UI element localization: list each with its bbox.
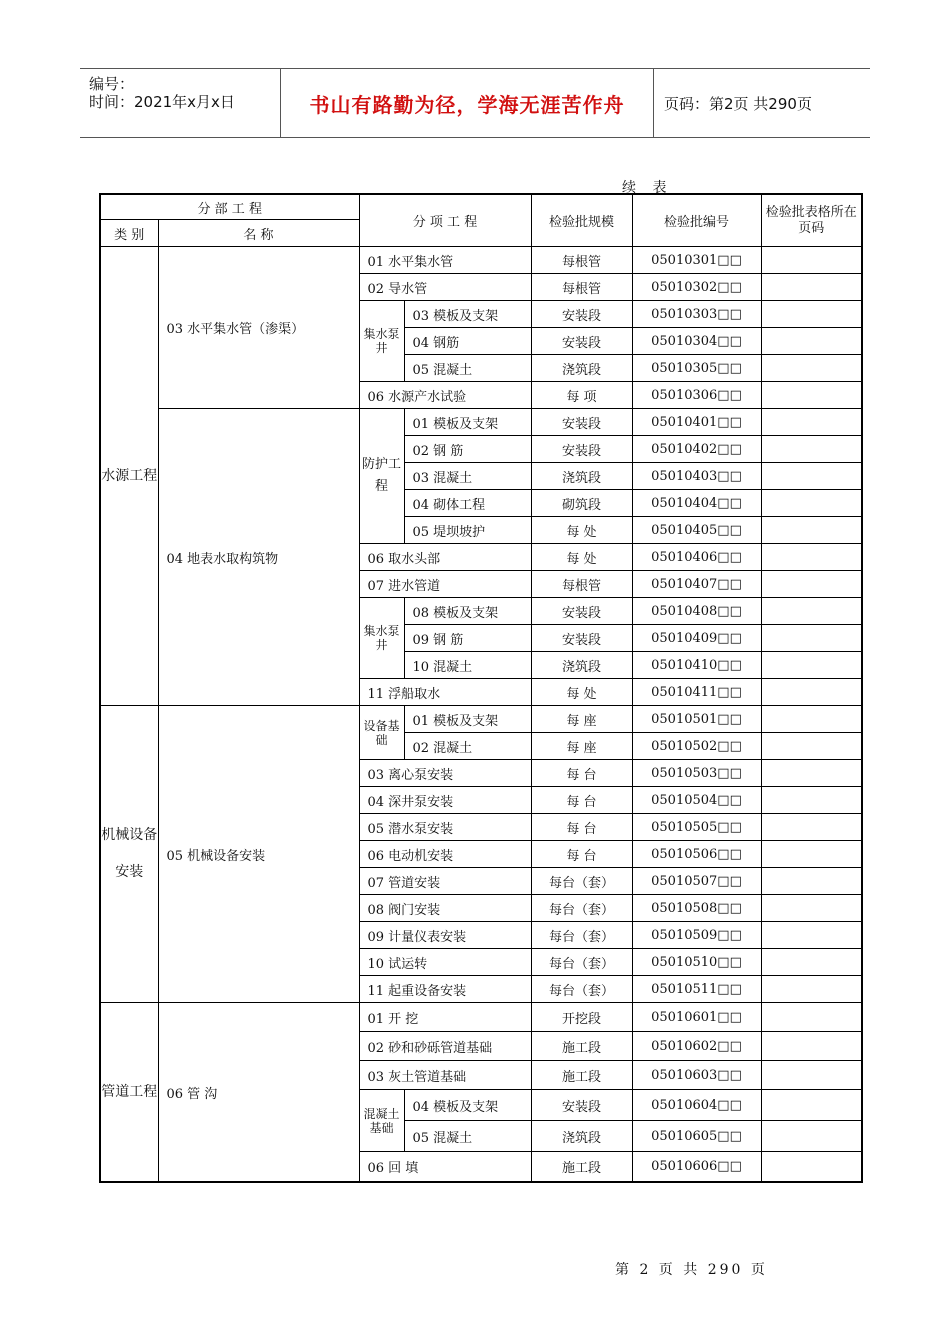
code-cell: 05010509□□ [632,922,761,949]
group-cell: 混凝土基础 [359,1090,404,1152]
code-cell: 05010407□□ [632,571,761,598]
code-cell: 05010510□□ [632,949,761,976]
number-label: 编号： [89,75,135,93]
page-cell [761,490,862,517]
scale-cell: 每根管 [531,571,632,598]
code-cell: 05010602□□ [632,1032,761,1061]
page-cell [761,571,862,598]
code-cell: 05010604□□ [632,1090,761,1121]
header-division: 分 部 工 程 [100,194,359,220]
subitem-cell: 01 模板及支架 [404,706,531,733]
division-cell: 04 地表水取构筑物 [158,409,359,706]
subitem-cell: 06 回 填 [359,1152,531,1183]
scale-cell: 每 台 [531,760,632,787]
page-cell [761,355,862,382]
scale-cell: 每台（套） [531,976,632,1003]
page-cell [761,1090,862,1121]
scale-cell: 每根管 [531,247,632,274]
subitem-cell: 04 钢筋 [404,328,531,355]
subitem-cell: 08 模板及支架 [404,598,531,625]
subitem-cell: 06 取水头部 [359,544,531,571]
subitem-cell: 09 钢 筋 [404,625,531,652]
subitem-cell: 01 模板及支架 [404,409,531,436]
division-cell: 05 机械设备安装 [158,706,359,1003]
page-cell [761,1003,862,1032]
page-cell [761,463,862,490]
page-cell [761,517,862,544]
code-cell: 05010303□□ [632,301,761,328]
page-cell [761,1032,862,1061]
category-cell: 管道工程 [100,1003,158,1183]
subitem-cell: 02 混凝土 [404,733,531,760]
subitem-cell: 05 堤坝坡护 [404,517,531,544]
division-cell: 06 管 沟 [158,1003,359,1183]
scale-cell: 每 项 [531,382,632,409]
code-cell: 05010504□□ [632,787,761,814]
subitem-cell: 05 混凝土 [404,355,531,382]
subitem-cell: 11 起重设备安装 [359,976,531,1003]
scale-cell: 每 处 [531,517,632,544]
header-scale: 检验批规模 [531,194,632,247]
page-cell [761,436,862,463]
page-number: 第 2 页 共 290 页 [615,1262,768,1278]
subitem-cell: 04 砌体工程 [404,490,531,517]
code-cell: 05010406□□ [632,544,761,571]
scale-cell: 安装段 [531,409,632,436]
category-cell: 水源工程 [100,247,158,706]
scale-cell: 浇筑段 [531,355,632,382]
page-header [80,68,870,138]
page-cell [761,301,862,328]
page-cell [761,247,862,274]
header-subitem: 分 项 工 程 [359,194,531,247]
subitem-cell: 03 模板及支架 [404,301,531,328]
subitem-cell: 05 潜水泵安装 [359,814,531,841]
scale-cell: 每台（套） [531,895,632,922]
header-number: 检验批编号 [632,194,761,247]
subitem-cell: 11 浮船取水 [359,679,531,706]
table-row [100,706,862,733]
page-cell [761,760,862,787]
motto: 书山有路勤为径，学海无涯苦作舟 [281,69,654,137]
table-row [100,247,862,274]
page-cell [761,625,862,652]
header-meta [80,69,281,137]
subitem-cell: 06 电动机安装 [359,841,531,868]
page-cell [761,679,862,706]
subitem-cell: 07 管道安装 [359,868,531,895]
scale-cell: 安装段 [531,625,632,652]
scale-cell: 砌筑段 [531,490,632,517]
subitem-cell: 06 水源产水试验 [359,382,531,409]
scale-cell: 每 处 [531,679,632,706]
scale-cell: 每 座 [531,733,632,760]
header-page: 检验批表格所在页码 [761,194,862,247]
code-cell: 05010506□□ [632,841,761,868]
page-cell [761,787,862,814]
page-cell [761,409,862,436]
group-cell: 集水泵井 [359,598,404,679]
page-cell [761,814,862,841]
subitem-cell: 03 混凝土 [404,463,531,490]
code-cell: 05010503□□ [632,760,761,787]
scale-cell: 浇筑段 [531,1121,632,1152]
scale-cell: 安装段 [531,436,632,463]
code-cell: 05010306□□ [632,382,761,409]
scale-cell: 每 座 [531,706,632,733]
scale-cell: 安装段 [531,1090,632,1121]
code-cell: 05010501□□ [632,706,761,733]
subitem-cell: 03 灰土管道基础 [359,1061,531,1090]
inspection-table [99,193,863,1183]
code-cell: 05010403□□ [632,463,761,490]
subitem-cell: 01 水平集水管 [359,247,531,274]
scale-cell: 每根管 [531,274,632,301]
subitem-cell: 02 钢 筋 [404,436,531,463]
code-cell: 05010502□□ [632,733,761,760]
scale-cell: 每台（套） [531,922,632,949]
code-cell: 05010511□□ [632,976,761,1003]
subitem-cell: 08 阀门安装 [359,895,531,922]
group-cell: 设备基础 [359,706,404,760]
group-cell: 防护工程 [359,409,404,544]
code-cell: 05010508□□ [632,895,761,922]
scale-cell: 施工段 [531,1152,632,1183]
code-cell: 05010606□□ [632,1152,761,1183]
scale-cell: 每台（套） [531,949,632,976]
scale-cell: 施工段 [531,1032,632,1061]
table-row [100,409,862,436]
continued-label: 续 表 [622,180,673,196]
subitem-cell: 02 砂和砂砾管道基础 [359,1032,531,1061]
page-cell [761,1121,862,1152]
scale-cell: 施工段 [531,1061,632,1090]
page-cell [761,922,862,949]
code-cell: 05010404□□ [632,490,761,517]
subitem-cell: 05 混凝土 [404,1121,531,1152]
code-cell: 05010402□□ [632,436,761,463]
header-category: 类 别 [100,220,158,247]
page-cell [761,382,862,409]
subitem-cell: 04 深井泵安装 [359,787,531,814]
code-cell: 05010507□□ [632,868,761,895]
page-cell [761,706,862,733]
page-cell [761,1152,862,1183]
code-cell: 05010302□□ [632,274,761,301]
subitem-cell: 09 计量仪表安装 [359,922,531,949]
subitem-cell: 01 开 挖 [359,1003,531,1032]
code-cell: 05010605□□ [632,1121,761,1152]
subitem-cell: 07 进水管道 [359,571,531,598]
page-cell [761,841,862,868]
scale-cell: 安装段 [531,301,632,328]
division-cell: 03 水平集水管（渗渠） [158,247,359,409]
page-cell [761,652,862,679]
subitem-cell: 04 模板及支架 [404,1090,531,1121]
page-cell [761,733,862,760]
code-cell: 05010505□□ [632,814,761,841]
scale-cell: 每 台 [531,841,632,868]
time-label: 时间：2021年x月x日 [89,93,235,111]
subitem-cell: 10 试运转 [359,949,531,976]
code-cell: 05010603□□ [632,1061,761,1090]
scale-cell: 浇筑段 [531,463,632,490]
code-cell: 05010409□□ [632,625,761,652]
code-cell: 05010401□□ [632,409,761,436]
page-cell [761,895,862,922]
scale-cell: 每台（套） [531,868,632,895]
scale-cell: 开挖段 [531,1003,632,1032]
page-cell [761,544,862,571]
code-cell: 05010601□□ [632,1003,761,1032]
code-cell: 05010301□□ [632,247,761,274]
subitem-cell: 02 导水管 [359,274,531,301]
page-cell [761,1061,862,1090]
scale-cell: 每 处 [531,544,632,571]
table-row [100,1003,862,1032]
code-cell: 05010408□□ [632,598,761,625]
code-cell: 05010411□□ [632,679,761,706]
code-cell: 05010304□□ [632,328,761,355]
code-cell: 05010410□□ [632,652,761,679]
scale-cell: 安装段 [531,598,632,625]
scale-cell: 每 台 [531,787,632,814]
scale-cell: 浇筑段 [531,652,632,679]
page-cell [761,868,862,895]
page-cell [761,598,862,625]
page-cell [761,976,862,1003]
code-cell: 05010405□□ [632,517,761,544]
category-cell: 机械设备安装 [100,706,158,1003]
header-name: 名 称 [158,220,359,247]
scale-cell: 每 台 [531,814,632,841]
page-cell [761,328,862,355]
code-cell: 05010305□□ [632,355,761,382]
scale-cell: 安装段 [531,328,632,355]
subitem-cell: 03 离心泵安装 [359,760,531,787]
page-cell [761,274,862,301]
group-cell: 集水泵井 [359,301,404,382]
subitem-cell: 10 混凝土 [404,652,531,679]
page-info: 页码：第2页 共290页 [664,95,812,113]
page-cell [761,949,862,976]
